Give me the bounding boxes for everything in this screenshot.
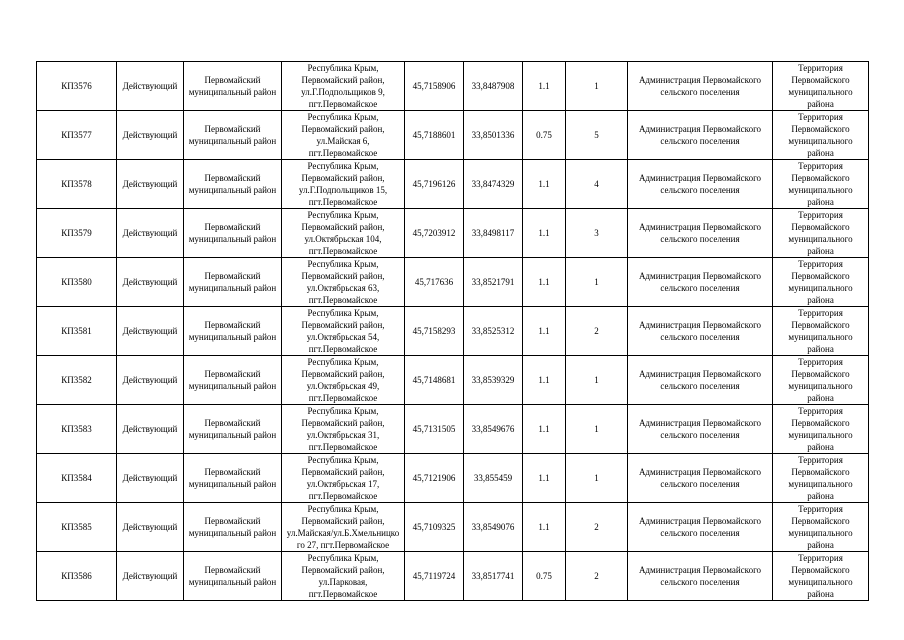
address-line: Республика Крым, (307, 63, 379, 73)
cell-district: Первомайский муниципальный район (184, 62, 282, 111)
cell-owner: Администрация Первомайского сельского поселения (628, 62, 773, 111)
cell-owner: Администрация Первомайского сельского поселения (628, 160, 773, 209)
address-line: ул.Г.Подпольщиков 15, (298, 185, 388, 195)
cell-status: Действующий (117, 62, 184, 111)
cell-status: Действующий (117, 111, 184, 160)
cell-latitude: 45,7158906 (405, 62, 464, 111)
table-row (37, 62, 869, 111)
address-line: Первомайский район, (301, 222, 385, 232)
address-line: ул.Парковая, (318, 577, 368, 587)
cell-status: Действующий (117, 356, 184, 405)
address-line: пгт.Первомайское (308, 148, 378, 158)
table-row (37, 307, 869, 356)
address-line: Первомайский район, (301, 369, 385, 379)
cell-status: Действующий (117, 307, 184, 356)
address-line: пгт.Первомайское (308, 246, 378, 256)
cell-district: Первомайский муниципальный район (184, 111, 282, 160)
cell-address (282, 552, 405, 601)
cell-longitude: 33,8549676 (464, 405, 523, 454)
address-line: Первомайский район, (301, 271, 385, 281)
cell-longitude: 33,8487908 (464, 62, 523, 111)
address-line: Республика Крым, (307, 455, 379, 465)
address-line: Республика Крым, (307, 504, 379, 514)
cell-area: 1.1 (523, 62, 566, 111)
cell-district: Первомайский муниципальный район (184, 209, 282, 258)
address-line: пгт.Первомайское (308, 99, 378, 109)
address-line: ул.Октябрьская 104, (304, 234, 382, 244)
cell-owner: Администрация Первомайского сельского поселения (628, 307, 773, 356)
address-line: пгт.Первомайское (308, 442, 378, 452)
cell-longitude: 33,8501336 (464, 111, 523, 160)
address-line: ул.Октябрьская 31, (306, 430, 380, 440)
cell-count: 4 (566, 160, 628, 209)
cell-id: КП3583 (37, 405, 117, 454)
address-line: Первомайский район, (301, 516, 385, 526)
cell-id: КП3582 (37, 356, 117, 405)
cell-district: Первомайский муниципальный район (184, 405, 282, 454)
cell-count: 1 (566, 454, 628, 503)
cell-count: 1 (566, 356, 628, 405)
cell-address (282, 503, 405, 552)
address-line: Первомайский район, (301, 320, 385, 330)
address-line: Республика Крым, (307, 210, 379, 220)
address-line: пгт.Первомайское (308, 491, 378, 501)
cell-status: Действующий (117, 405, 184, 454)
address-line: Первомайский район, (301, 173, 385, 183)
registry-table (36, 61, 869, 601)
cell-area: 1.1 (523, 356, 566, 405)
cell-owner: Администрация Первомайского сельского поселения (628, 356, 773, 405)
cell-owner: Администрация Первомайского сельского поселения (628, 209, 773, 258)
address-line: ул.Октябрьская 63, (306, 283, 380, 293)
cell-count: 1 (566, 258, 628, 307)
table-row (37, 160, 869, 209)
cell-area: 1.1 (523, 454, 566, 503)
cell-area: 1.1 (523, 503, 566, 552)
cell-latitude: 45,7119724 (405, 552, 464, 601)
cell-area: 0.75 (523, 552, 566, 601)
table-row (37, 356, 869, 405)
cell-latitude: 45,7203912 (405, 209, 464, 258)
address-line: Первомайский район, (301, 418, 385, 428)
cell-latitude: 45,7158293 (405, 307, 464, 356)
address-line: пгт.Первомайское (308, 589, 378, 599)
cell-owner: Администрация Первомайского сельского поселения (628, 503, 773, 552)
cell-latitude: 45,7109325 (405, 503, 464, 552)
cell-district: Первомайский муниципальный район (184, 258, 282, 307)
cell-territory: Территория Первомайского муниципального района (773, 552, 869, 601)
cell-district: Первомайский муниципальный район (184, 307, 282, 356)
cell-area: 1.1 (523, 405, 566, 454)
cell-count: 2 (566, 552, 628, 601)
cell-territory: Территория Первомайского муниципального района (773, 405, 869, 454)
cell-count: 1 (566, 62, 628, 111)
cell-territory: Территория Первомайского муниципального района (773, 503, 869, 552)
cell-count: 3 (566, 209, 628, 258)
address-line: пгт.Первомайское (308, 295, 378, 305)
address-line: пгт.Первомайское (308, 197, 378, 207)
address-line: ул.Октябрьская 49, (306, 381, 380, 391)
address-line: Первомайский район, (301, 565, 385, 575)
cell-owner: Администрация Первомайского сельского поселения (628, 454, 773, 503)
cell-longitude: 33,8474329 (464, 160, 523, 209)
cell-territory: Территория Первомайского муниципального района (773, 111, 869, 160)
cell-territory: Территория Первомайского муниципального района (773, 454, 869, 503)
cell-longitude: 33,8521791 (464, 258, 523, 307)
cell-id: КП3585 (37, 503, 117, 552)
cell-area: 1.1 (523, 307, 566, 356)
address-line: ул.Октябрьская 17, (306, 479, 380, 489)
cell-district: Первомайский муниципальный район (184, 160, 282, 209)
cell-id: КП3576 (37, 62, 117, 111)
cell-owner: Администрация Первомайского сельского поселения (628, 111, 773, 160)
cell-district: Первомайский муниципальный район (184, 503, 282, 552)
cell-address (282, 454, 405, 503)
cell-area: 1.1 (523, 160, 566, 209)
cell-latitude: 45,7148681 (405, 356, 464, 405)
address-line: Республика Крым, (307, 406, 379, 416)
cell-status: Действующий (117, 209, 184, 258)
address-line: Первомайский район, (301, 124, 385, 134)
address-line: Первомайский район, (301, 467, 385, 477)
cell-district: Первомайский муниципальный район (184, 454, 282, 503)
address-line: Республика Крым, (307, 161, 379, 171)
address-line: ул.Г.Подпольщиков 9, (301, 87, 385, 97)
cell-status: Действующий (117, 552, 184, 601)
cell-longitude: 33,855459 (464, 454, 523, 503)
cell-address (282, 209, 405, 258)
cell-id: КП3586 (37, 552, 117, 601)
cell-district: Первомайский муниципальный район (184, 552, 282, 601)
cell-territory: Территория Первомайского муниципального района (773, 307, 869, 356)
table-row (37, 503, 869, 552)
address-line: Республика Крым, (307, 357, 379, 367)
address-line: Республика Крым, (307, 308, 379, 318)
cell-owner: Администрация Первомайского сельского поселения (628, 552, 773, 601)
cell-territory: Территория Первомайского муниципального района (773, 356, 869, 405)
cell-count: 1 (566, 405, 628, 454)
cell-district: Первомайский муниципальный район (184, 356, 282, 405)
table-row (37, 552, 869, 601)
cell-area: 0.75 (523, 111, 566, 160)
cell-area: 1.1 (523, 209, 566, 258)
table-row (37, 258, 869, 307)
address-line: Первомайский район, (301, 75, 385, 85)
address-line: ул.Майская 6, (316, 136, 370, 146)
cell-count: 5 (566, 111, 628, 160)
cell-address (282, 405, 405, 454)
address-line: Республика Крым, (307, 112, 379, 122)
cell-count: 2 (566, 307, 628, 356)
cell-latitude: 45,7196126 (405, 160, 464, 209)
cell-address (282, 111, 405, 160)
cell-longitude: 33,8517741 (464, 552, 523, 601)
address-line: Республика Крым, (307, 553, 379, 563)
cell-address (282, 258, 405, 307)
cell-latitude: 45,717636 (405, 258, 464, 307)
cell-longitude: 33,8525312 (464, 307, 523, 356)
address-line: ул.Майская/ул.Б.Хмельницко (286, 528, 400, 538)
cell-id: КП3580 (37, 258, 117, 307)
address-line: Республика Крым, (307, 259, 379, 269)
address-line: го 27, пгт.Первомайское (296, 540, 390, 550)
cell-address (282, 160, 405, 209)
cell-territory: Территория Первомайского муниципального района (773, 258, 869, 307)
cell-longitude: 33,8549076 (464, 503, 523, 552)
cell-owner: Администрация Первомайского сельского поселения (628, 258, 773, 307)
cell-count: 2 (566, 503, 628, 552)
cell-latitude: 45,7131505 (405, 405, 464, 454)
table-row (37, 209, 869, 258)
table-row (37, 111, 869, 160)
cell-id: КП3577 (37, 111, 117, 160)
cell-id: КП3579 (37, 209, 117, 258)
cell-territory: Территория Первомайского муниципального района (773, 160, 869, 209)
address-line: пгт.Первомайское (308, 344, 378, 354)
cell-latitude: 45,7121906 (405, 454, 464, 503)
cell-address (282, 356, 405, 405)
cell-status: Действующий (117, 160, 184, 209)
cell-territory: Территория Первомайского муниципального района (773, 62, 869, 111)
cell-status: Действующий (117, 503, 184, 552)
cell-id: КП3578 (37, 160, 117, 209)
cell-status: Действующий (117, 454, 184, 503)
cell-address (282, 62, 405, 111)
cell-longitude: 33,8539329 (464, 356, 523, 405)
cell-longitude: 33,8498117 (464, 209, 523, 258)
cell-status: Действующий (117, 258, 184, 307)
cell-address (282, 307, 405, 356)
address-line: пгт.Первомайское (308, 393, 378, 403)
cell-area: 1.1 (523, 258, 566, 307)
cell-id: КП3584 (37, 454, 117, 503)
address-line: ул.Октябрьская 54, (306, 332, 380, 342)
cell-owner: Администрация Первомайского сельского поселения (628, 405, 773, 454)
cell-territory: Территория Первомайского муниципального района (773, 209, 869, 258)
table-row (37, 454, 869, 503)
cell-id: КП3581 (37, 307, 117, 356)
cell-latitude: 45,7188601 (405, 111, 464, 160)
table-row (37, 405, 869, 454)
